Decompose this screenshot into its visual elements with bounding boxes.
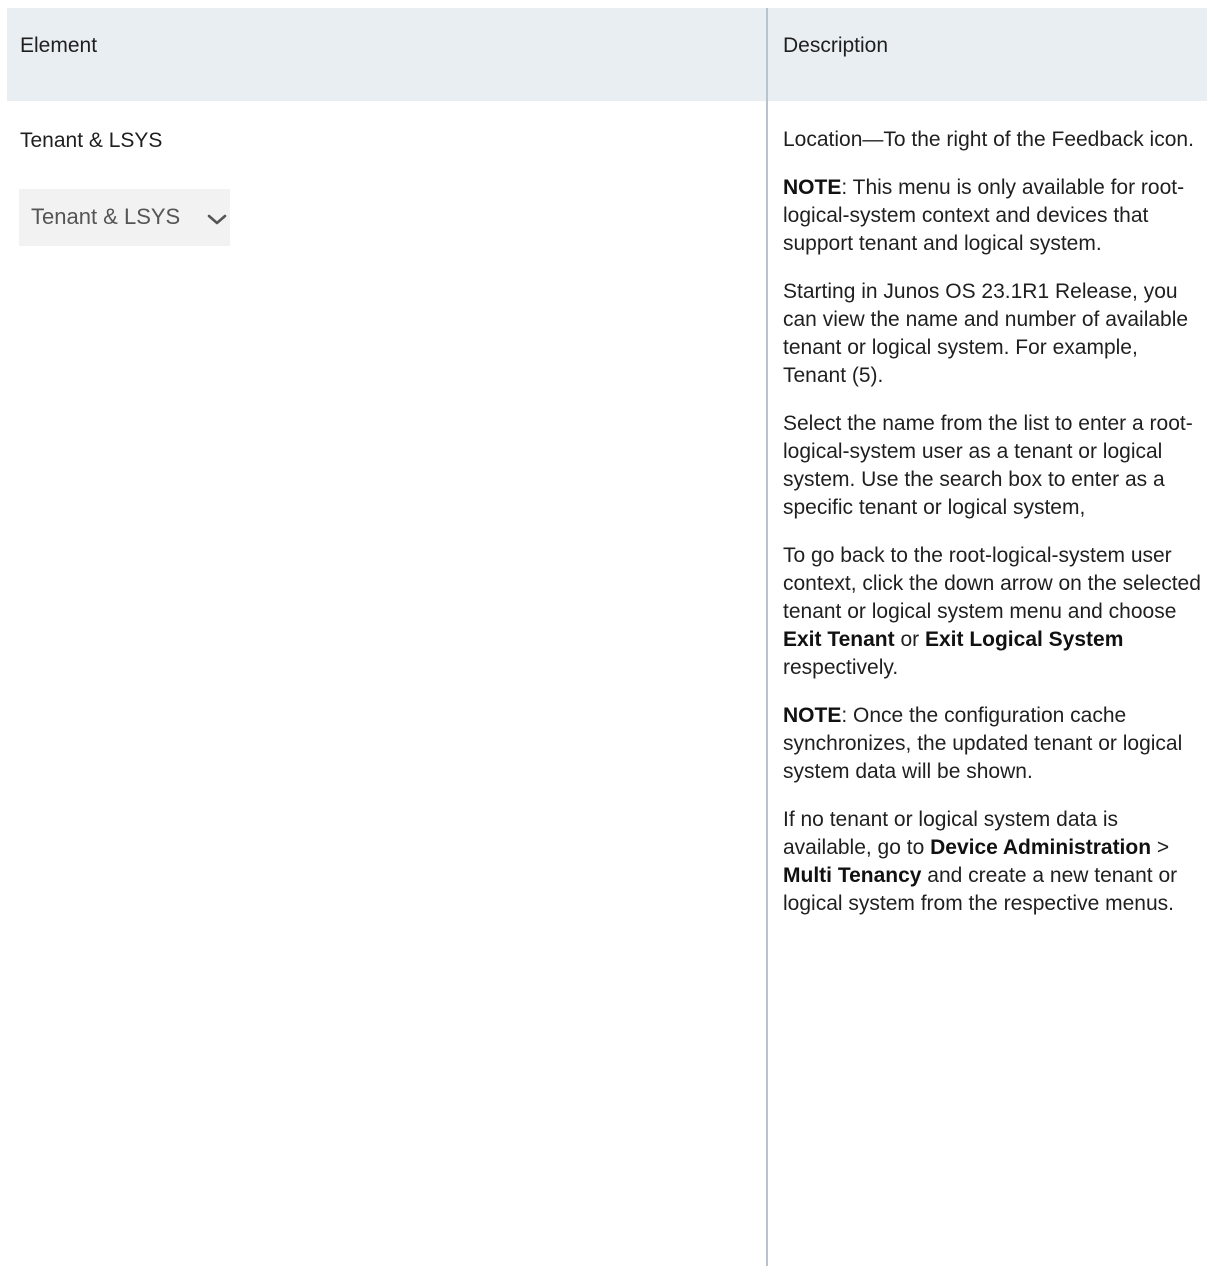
column-divider (766, 8, 768, 1266)
release-text: Starting in Junos OS 23.1R1 Release, you can view the name and number of available tenant or logical system. For example, Tenant (5). (783, 280, 1189, 387)
tenant-lsys-menu-label: Tenant & LSYS (31, 204, 181, 229)
note-text: : This menu is only available for root-logical-system context and devices that support tenant and logical system. (783, 176, 1185, 255)
description-cell (783, 126, 1203, 938)
location-text: Location—To the right of the Feedback icon. (783, 128, 1194, 151)
tenant-lsys-menu[interactable] (19, 189, 230, 246)
exit-logical-system-label: Exit Logical System (924, 628, 1124, 651)
note-paragraph (783, 174, 1203, 258)
table-header (7, 8, 1207, 101)
note-label: NOTE (783, 176, 842, 199)
header-description: Description (783, 34, 889, 57)
no-data-text: If no tenant or logical system data is available, go to (783, 808, 1119, 859)
device-administration-label: Device Administration (930, 836, 1152, 859)
respectively-text: respectively. (783, 656, 899, 679)
element-name: Tenant & LSYS (20, 129, 163, 152)
cache-note-text: : Once the configuration cache synchronizes, the updated tenant or logical system data will be shown. (783, 704, 1183, 783)
header-element: Element (20, 34, 98, 57)
create-tenant-text: and create a new tenant or logical system from the respective menus. (783, 864, 1178, 915)
no-data-paragraph (783, 806, 1203, 918)
select-text: Select the name from the list to enter a root-logical-system user as a tenant or logical system. Use the search box to enter as a specific tenant or logical system, (783, 412, 1193, 519)
exit-tenant-label: Exit Tenant (783, 628, 895, 651)
multi-tenancy-label: Multi Tenancy (783, 864, 922, 887)
element-description-table (7, 8, 1207, 1266)
or-text: or (894, 628, 925, 651)
cache-note-label: NOTE (783, 704, 842, 727)
chevron-down-icon (207, 214, 227, 226)
breadcrumb-separator: > (1151, 836, 1170, 859)
go-back-paragraph (783, 542, 1203, 682)
go-back-text: To go back to the root-logical-system user context, click the down arrow on the selected tenant or logical system menu and choose (783, 544, 1201, 623)
cache-note-paragraph (783, 702, 1203, 786)
